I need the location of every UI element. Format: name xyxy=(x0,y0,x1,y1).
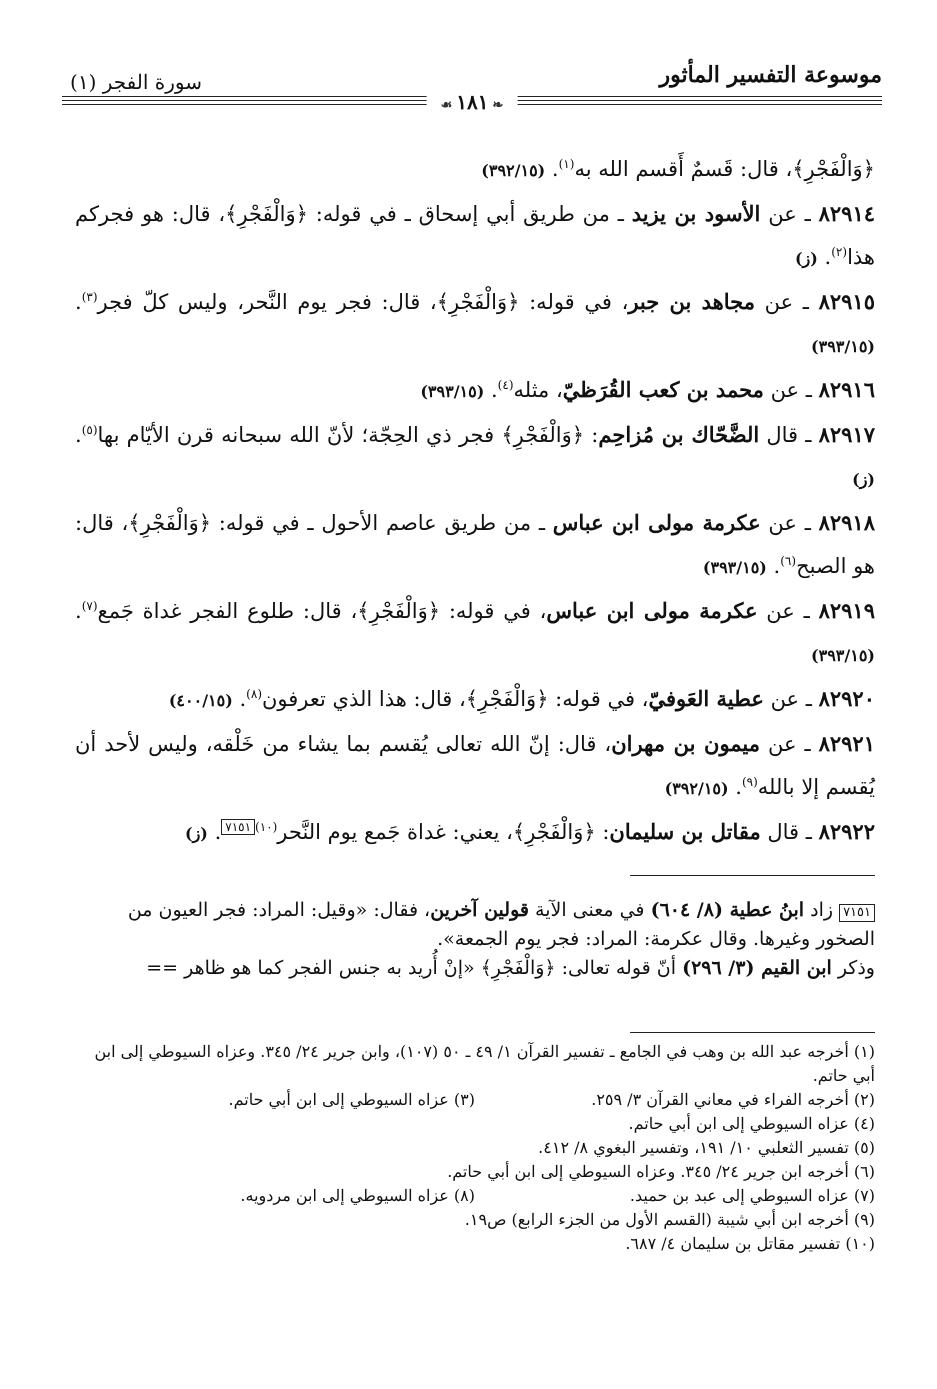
footnote-marker: (١) xyxy=(558,157,575,171)
footnote: (٧) عزاه السيوطي إلى عبد بن حميد. xyxy=(629,1186,875,1205)
source-reference: (٣٩٢/١٥) xyxy=(664,779,729,798)
book-title: موسوعة التفسير المأثور xyxy=(659,62,882,88)
comment-box-marker: ٧١٥١ xyxy=(221,819,255,835)
entry-paragraph: ٨٢٩١٧ ـ قال الضَّحّاك بن مُزاحِم: ﴿وَالْفَجْرِ﴾ فجر ذي الحِجّة؛ لأنّ الله سبحانه قرن الأيّام بها$^{(٥)}$. (ز) xyxy=(75,422,876,489)
ornament-icon: ☙ xyxy=(440,98,453,113)
editor-comment xyxy=(75,896,875,983)
source-reference: (٣٩٢/١٥) xyxy=(481,161,546,180)
footnote: (١) أخرجه عبد الله بن وهب في الجامع ـ تفسير القرآن ١/ ٤٩ ـ ٥٠ (١٠٧)، وابن جرير ٢٤/ ٣٤٥. وعزاه السيوطي إلى ابن أبي حاتم. xyxy=(94,1042,875,1085)
cited-author: ابنُ عطية (٨/ ٦٠٤) xyxy=(650,899,805,921)
source-reference: (٣٩٣/١٥) xyxy=(811,337,875,356)
source-reference: (٣٩٣/١٥) xyxy=(811,646,875,665)
source-reference: (٣٩٣/١٥) xyxy=(420,382,485,401)
entry-number: ٨٢٩١٤ xyxy=(818,201,876,226)
comment-separator xyxy=(630,875,875,876)
entry-paragraph: ٨٢٩٢٠ ـ عن عطية العَوفيّ، في قوله: ﴿وَالْفَجْرِ﴾، قال: هذا الذي تعرفون$^{(٨)}$. (٤٠٠/١٥) xyxy=(168,686,875,711)
footnotes xyxy=(75,1040,875,1256)
footnote: (٤) عزاه السيوطي إلى ابن أبي حاتم. xyxy=(628,1114,875,1133)
ornament-icon: ❧ xyxy=(492,98,504,113)
source-reference: (ز) xyxy=(185,824,208,843)
narrator-name: الأسود بن يزيد xyxy=(631,201,761,226)
footnote-marker: (٧) xyxy=(81,599,98,613)
footnote-marker: (٥) xyxy=(81,423,98,437)
footnote: (٣) عزاه السيوطي إلى ابن أبي حاتم. xyxy=(228,1090,475,1109)
entry-paragraph: ٨٢٩١٦ ـ عن محمد بن كعب القُرَظيّ، مثله$^{(٤)}$. (٣٩٣/١٥) xyxy=(420,377,875,402)
footnote-marker: (٦) xyxy=(780,554,797,568)
entry-paragraph: ٨٢٩١٩ ـ عن عكرمة مولى ابن عباس، في قوله: ﴿وَالْفَجْرِ﴾، قال: طلوع الفجر غداة جَمع$^{(٧)}$. (٣٩٣/١٥) xyxy=(75,598,875,665)
entry-number: ٨٢٩١٧ xyxy=(818,422,876,447)
entry-number: ٨٢٩١٥ xyxy=(818,289,875,314)
footnote-separator xyxy=(630,1032,875,1033)
entry-paragraph: ٨٢٩٢١ ـ عن ميمون بن مهران، قال: إنّ الله تعالى يُقسم بما يشاء من خَلْقه، وليس لأحد أن يُقسم إلا بالله$^{(٩)}$. (٣٩٢/١٥) xyxy=(75,731,875,799)
running-header xyxy=(62,60,882,114)
footnote: (٢) أخرجه الفراء في معاني القرآن ٣/ ٢٥٩. xyxy=(591,1090,875,1109)
narrator-name: عكرمة مولى ابن عباس xyxy=(546,598,758,623)
comment-line: ٧١٥١ زاد ابنُ عطية (٨/ ٦٠٤) في معنى الآية قولين آخرين، فقال: «وقيل: المراد: فجر العيون من الصخور وغيرها. وقال عكرمة: المراد: فجر يوم الجمعة». xyxy=(127,899,875,950)
narrator-name: عطية العَوفيّ xyxy=(648,686,764,711)
comment-line: وذكر ابن القيم (٣/ ٢٩٦) أنّ قوله تعالى: ﴿وَالْفَجْرِ﴾ «إنْ أُريد به جنس الفجر كما هو ظاهر == xyxy=(146,957,875,979)
narrator-name: ميمون بن مهران xyxy=(611,731,761,756)
narrator-name: مقاتل بن سليمان xyxy=(609,819,761,844)
footnote-marker: (٩) xyxy=(741,775,758,789)
surah-title: سورة الفجر (١) xyxy=(70,70,203,94)
entry-number: ٨٢٩١٩ xyxy=(818,598,875,623)
comment-id-box: ٧١٥١ xyxy=(839,904,875,922)
narrator-name: الضَّحّاك بن مُزاحِم xyxy=(598,422,760,447)
cited-author: ابن القيم (٣/ ٢٩٦) xyxy=(682,957,832,979)
footnote-marker: (٢) xyxy=(831,245,848,259)
source-reference: (ز) xyxy=(852,470,875,489)
source-reference: (٣٩٣/١٥) xyxy=(702,558,767,577)
footnote-marker: (٨) xyxy=(246,687,262,701)
entry-number: ٨٢٩٢٢ xyxy=(818,819,875,844)
entry-paragraph: ٨٢٩١٥ ـ عن مجاهد بن جبر، في قوله: ﴿وَالْفَجْرِ﴾، قال: فجر يوم النَّحر، وليس كلّ فجر$^{(٣)}$. (٣٩٣/١٥) xyxy=(75,289,875,356)
footnote-row xyxy=(75,1184,875,1208)
footnote: (٥) تفسير الثعلبي ١٠/ ١٩١، وتفسير البغوي ٨/ ٤١٢. xyxy=(538,1138,875,1157)
narrator-name: مجاهد بن جبر xyxy=(628,289,755,314)
source-reference: (ز) xyxy=(794,249,818,268)
entry-paragraph: ٨٢٩١٤ ـ عن الأسود بن يزيد ـ من طريق أبي إسحاق ـ في قوله: ﴿وَالْفَجْرِ﴾، قال: هو فجركم هذا$^{(٢)}$. (ز) xyxy=(75,201,876,269)
narrator-name: محمد بن كعب القُرَظيّ xyxy=(562,377,764,402)
source-reference: (٤٠٠/١٥) xyxy=(168,691,233,710)
footnote: (٦) أخرجه ابن جرير ٢٤/ ٣٤٥. وعزاه السيوطي إلى ابن أبي حاتم. xyxy=(447,1162,875,1181)
footnote-row xyxy=(75,1088,875,1112)
page-number: ❧١٨١☙ xyxy=(427,90,518,114)
entry-number: ٨٢٩٢٠ xyxy=(818,686,875,711)
entry-number: ٨٢٩١٦ xyxy=(818,377,875,402)
footnote-marker: (٣) xyxy=(81,290,98,304)
entry-paragraph: ٨٢٩٢٢ ـ قال مقاتل بن سليمان: ﴿وَالْفَجْرِ﴾، يعني: غداة جَمع يوم النَّحر$^{(١٠)}$٧١٥١. (ز) xyxy=(185,819,875,844)
footnote-marker: (٤) xyxy=(497,378,514,392)
footnote: (٩) أخرجه ابن أبي شيبة (القسم الأول من الجزء الرابع) ص١٩. xyxy=(464,1210,875,1229)
entry-paragraph: ٨٢٩١٨ ـ عن عكرمة مولى ابن عباس ـ من طريق عاصم الأحول ـ في قوله: ﴿وَالْفَجْرِ﴾، قال: هو الصبح$^{(٦)}$. (٣٩٣/١٥) xyxy=(75,510,875,578)
entry-number: ٨٢٩٢١ xyxy=(818,731,875,756)
narrator-name: عكرمة مولى ابن عباس xyxy=(552,510,761,535)
main-text xyxy=(75,148,875,855)
footnote-marker: (١٠) xyxy=(255,820,278,834)
entry-number: ٨٢٩١٨ xyxy=(818,510,875,535)
footnote: (١٠) تفسير مقاتل بن سليمان ٤/ ٦٨٧. xyxy=(625,1234,875,1253)
entry-paragraph: ﴿وَالْفَجْرِ﴾، قال: قَسمٌ أَقسم الله به$^{(١)}$. (٣٩٢/١٥) xyxy=(481,157,875,181)
footnote: (٨) عزاه السيوطي إلى ابن مردويه. xyxy=(240,1186,475,1205)
